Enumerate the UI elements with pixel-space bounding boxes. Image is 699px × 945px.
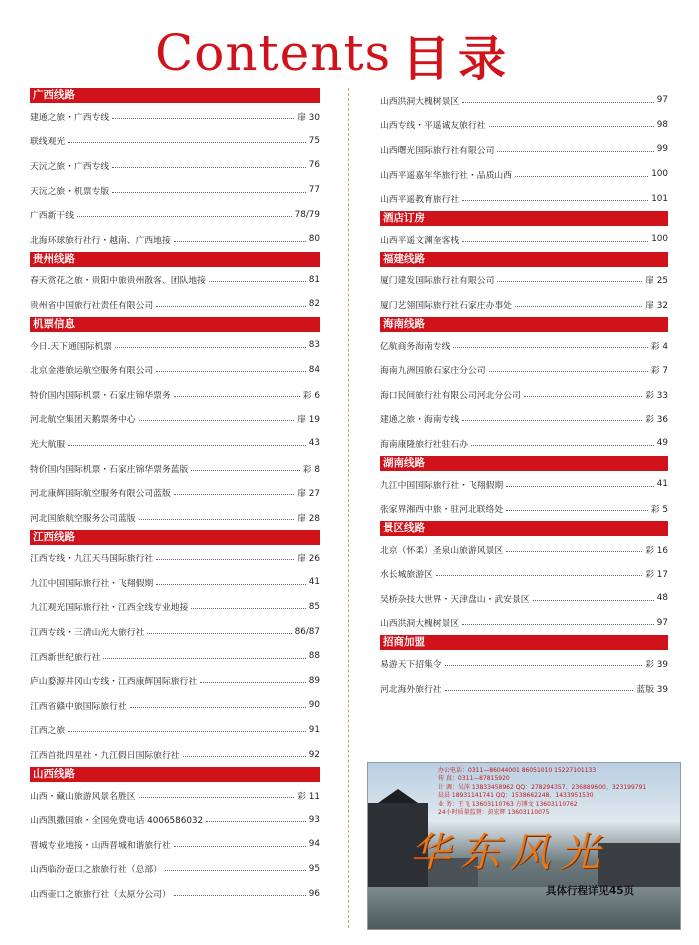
leader-dots	[112, 167, 306, 168]
leader-dots	[147, 633, 291, 634]
toc-entry[interactable]	[380, 651, 668, 676]
toc-entry[interactable]	[30, 742, 320, 767]
entry-page: 93	[308, 814, 320, 825]
entry-page: 蓝版 39	[636, 684, 668, 695]
entry-page: 80	[308, 234, 320, 245]
toc-entry[interactable]	[380, 472, 668, 497]
entry-name: 山西临汾壶口之旅旅行社（总部）	[30, 865, 162, 876]
toc-entry[interactable]	[30, 104, 320, 129]
leader-dots	[68, 445, 306, 446]
entry-name: 今日.天下通国际机票	[30, 341, 112, 352]
leader-dots	[77, 216, 292, 217]
leader-dots	[497, 151, 653, 152]
leader-dots	[497, 281, 642, 282]
entry-name: 山西洪洞大槐树景区	[380, 619, 460, 630]
entry-name: 北海环球旅行社行・越南、广西地接	[30, 235, 171, 246]
entry-name: 易游天下招集令	[380, 660, 442, 671]
toc-entry[interactable]	[30, 357, 320, 382]
leader-dots	[515, 306, 642, 307]
entry-name: 广西新干线	[30, 211, 74, 222]
entry-name: 厦门艺翎国际旅行社石家庄办事处	[380, 300, 512, 311]
contents-header	[0, 20, 699, 87]
entry-name: 特价国内国际机票・石家庄锦华票务	[30, 390, 171, 401]
toc-entry[interactable]	[380, 611, 668, 636]
advert-banner[interactable]	[367, 762, 681, 930]
toc-entry[interactable]	[30, 178, 320, 203]
toc-entry[interactable]	[380, 333, 668, 358]
toc-entry[interactable]	[380, 162, 668, 187]
entry-page: 扉 19	[297, 415, 320, 426]
leader-dots	[533, 600, 654, 601]
toc-entry[interactable]	[30, 881, 320, 906]
leader-dots	[112, 192, 306, 193]
leader-dots	[206, 821, 306, 822]
entry-name: 山西壶口之旅旅行社（太原分公司）	[30, 890, 171, 901]
leader-dots	[462, 102, 654, 103]
leader-dots	[506, 551, 642, 552]
ad-contact-line: 晨晨 18931141741 QQ：1538662248、1433951530	[438, 792, 594, 800]
entry-page: 96	[308, 888, 320, 899]
leader-dots	[191, 470, 299, 471]
entry-name: 江西新世纪旅行社	[30, 652, 101, 663]
section-header: 招商加盟	[380, 635, 668, 650]
leader-dots	[200, 682, 306, 683]
entry-name: 九江中国国际旅行社・飞翔假期	[380, 480, 504, 491]
entry-name: 河北海外旅行社	[380, 684, 442, 695]
toc-entry[interactable]	[30, 382, 320, 407]
toc-entry[interactable]	[30, 857, 320, 882]
entry-page: 97	[656, 95, 668, 106]
leader-dots	[445, 665, 643, 666]
entry-name: 海南九洲国旅石家庄分公司	[380, 366, 486, 377]
entry-page: 92	[308, 749, 320, 760]
entry-page: 84	[308, 364, 320, 375]
entry-page: 彩 7	[650, 366, 668, 377]
entry-name: 山西平遥教育旅行社	[380, 195, 460, 206]
leader-dots	[103, 658, 305, 659]
section-header: 机票信息	[30, 317, 320, 332]
leader-dots	[506, 486, 654, 487]
entry-page: 91	[308, 724, 320, 735]
entry-page: 81	[308, 274, 320, 285]
entry-page: 41	[308, 577, 320, 588]
toc-entry[interactable]	[380, 676, 668, 701]
ad-contact-info	[438, 767, 678, 817]
leader-dots	[139, 519, 295, 520]
toc-entry[interactable]	[30, 431, 320, 456]
section-header: 广西线路	[30, 88, 320, 103]
entry-page: 彩 11	[297, 791, 320, 802]
entry-name: 光大航服	[30, 439, 66, 450]
entry-name: 亿航商务海南专线	[380, 341, 451, 352]
entry-name: 江西省赣中旅国际旅行社	[30, 701, 127, 712]
entry-page: 86/87	[294, 626, 320, 637]
entry-name: 张家界湘西中旅・驻河北联络处	[380, 505, 504, 516]
entry-page: 95	[308, 863, 320, 874]
entry-name: 特价国内国际机票・石家庄锦华票务蓝版	[30, 464, 189, 475]
leader-dots	[524, 396, 642, 397]
entry-name: 天沅之旅・广西专线	[30, 161, 110, 172]
toc-entry[interactable]	[30, 268, 320, 293]
entry-page: 97	[656, 617, 668, 628]
entry-name: 九江观光国际旅行社・江西全线专业地接	[30, 603, 189, 614]
entry-page: 77	[308, 185, 320, 196]
entry-name: 江西专线・九江天马国际旅行社	[30, 554, 154, 565]
entry-page: 78/79	[294, 209, 320, 220]
leader-dots	[174, 895, 306, 896]
entry-page: 99	[656, 144, 668, 155]
entry-page: 扉 30	[297, 112, 320, 123]
entry-page: 彩 36	[645, 415, 668, 426]
page-title-en: Contents	[155, 24, 392, 82]
entry-page: 101	[651, 193, 668, 204]
toc-entry[interactable]	[380, 496, 668, 521]
entry-name: 贵州省中国旅行社责任有限公司	[30, 300, 154, 311]
leader-dots	[436, 575, 642, 576]
toc-entry[interactable]	[380, 537, 668, 562]
entry-name: 江西之旅	[30, 726, 66, 737]
toc-entry[interactable]	[30, 718, 320, 743]
toc-entry[interactable]	[380, 227, 668, 252]
entry-page: 彩 39	[645, 660, 668, 671]
toc-entry[interactable]	[380, 357, 668, 382]
leader-dots	[489, 371, 648, 372]
entry-name: 河北航空集团天鹅票务中心	[30, 415, 136, 426]
entry-page: 83	[308, 340, 320, 351]
ad-roof-shape	[378, 789, 418, 803]
entry-name: 山西凯撒国旅・全国免费电话 4006586032	[30, 816, 204, 827]
leader-dots	[183, 756, 306, 757]
section-header: 景区线路	[380, 521, 668, 536]
toc-entry[interactable]	[30, 292, 320, 317]
leader-dots	[112, 118, 294, 119]
entry-name: 海南康隆旅行社驻石办	[380, 439, 468, 450]
entry-name: 河北康辉国际航空服务有限公司蓝版	[30, 489, 171, 500]
entry-name: 河北国旅航空服务公司蓝版	[30, 513, 136, 524]
ad-brand-text: 华东风光	[410, 830, 610, 876]
leader-dots	[68, 142, 306, 143]
entry-name: 联线观光	[30, 137, 66, 148]
leader-dots	[174, 396, 300, 397]
entry-page: 彩 33	[645, 390, 668, 401]
toc-entry[interactable]	[380, 88, 668, 113]
toc-entry[interactable]	[30, 333, 320, 358]
entry-page: 100	[651, 169, 668, 180]
entry-name: 海口民间旅行社有限公司河北分公司	[380, 390, 521, 401]
toc-entry[interactable]	[380, 586, 668, 611]
entry-page: 90	[308, 700, 320, 711]
section-header: 湖南线路	[380, 456, 668, 471]
entry-page: 88	[308, 651, 320, 662]
section-header: 江西线路	[30, 530, 320, 545]
entry-page: 扉 32	[645, 300, 668, 311]
entry-page: 扉 26	[297, 554, 320, 565]
leader-dots	[515, 176, 648, 177]
toc-entry[interactable]	[380, 431, 668, 456]
entry-name: 山西洪洞大槐树景区	[380, 96, 460, 107]
entry-name: 厦门建发国际旅行社有限公司	[380, 276, 495, 287]
entry-page: 彩 17	[645, 570, 668, 581]
leader-dots	[68, 731, 306, 732]
entry-name: 晋城专业地接・山西晋城和谐旅行社	[30, 840, 171, 851]
entry-page: 94	[308, 839, 320, 850]
entry-name: 山西平遥文渊奎客栈	[380, 235, 460, 246]
entry-page: 彩 4	[650, 341, 668, 352]
entry-name: 山西平遥嘉年华旅行社・品质山西	[380, 170, 512, 181]
leader-dots	[453, 347, 647, 348]
entry-name: 江西首批四星社・九江假日国际旅行社	[30, 751, 180, 762]
leader-dots	[174, 846, 306, 847]
toc-entry[interactable]	[30, 227, 320, 252]
entry-page: 彩 8	[302, 464, 320, 475]
leader-dots	[191, 608, 305, 609]
ad-contact-line: 24小时质量监督：黄宏辉 13603110075	[438, 809, 550, 817]
toc-entry[interactable]	[30, 480, 320, 505]
entry-name: 天沅之旅・机票专版	[30, 186, 110, 197]
entry-page: 85	[308, 601, 320, 612]
entry-page: 彩 16	[645, 545, 668, 556]
toc-entry[interactable]	[30, 693, 320, 718]
entry-name: 山西・藏山旅游风景名胜区	[30, 791, 136, 802]
leader-dots	[462, 200, 648, 201]
entry-page: 75	[308, 135, 320, 146]
leader-dots	[506, 510, 648, 511]
entry-page: 49	[656, 438, 668, 449]
entry-name: 庐山婺源井冈山专线・江西康辉国际旅行社	[30, 677, 198, 688]
leader-dots	[130, 707, 306, 708]
toc-entry[interactable]	[380, 113, 668, 138]
toc-left-column	[30, 88, 320, 906]
ad-contact-line: 传 真：0311—87815920	[438, 775, 510, 783]
column-divider	[348, 88, 349, 928]
leader-dots	[174, 241, 306, 242]
entry-page: 82	[308, 299, 320, 310]
leader-dots	[156, 584, 306, 585]
toc-entry[interactable]	[30, 505, 320, 530]
toc-entry[interactable]	[30, 202, 320, 227]
toc-entry[interactable]	[380, 407, 668, 432]
toc-entry[interactable]	[380, 268, 668, 293]
entry-page: 扉 27	[297, 489, 320, 500]
entry-name: 春天赏花之旅・贵阳中旅贵州散客、团队地接	[30, 276, 206, 287]
entry-page: 48	[656, 593, 668, 604]
leader-dots	[471, 445, 654, 446]
toc-entry[interactable]	[30, 783, 320, 808]
entry-name: 水长城旅游区	[380, 570, 433, 581]
leader-dots	[156, 371, 306, 372]
leader-dots	[462, 624, 654, 625]
toc-entry[interactable]	[30, 407, 320, 432]
leader-dots	[462, 420, 642, 421]
entry-name: 北京金港旅运航空服务有限公司	[30, 366, 154, 377]
leader-dots	[115, 347, 306, 348]
entry-page: 彩 6	[302, 390, 320, 401]
entry-name: 建通之旅・广西专线	[30, 112, 110, 123]
entry-name: 北京（怀柔）圣泉山旅游风景区	[380, 545, 504, 556]
leader-dots	[174, 494, 294, 495]
toc-entry[interactable]	[30, 129, 320, 154]
toc-entry[interactable]	[30, 153, 320, 178]
section-header: 山西线路	[30, 767, 320, 782]
entry-page: 89	[308, 675, 320, 686]
leader-dots	[489, 126, 654, 127]
toc-entry[interactable]	[380, 382, 668, 407]
leader-dots	[156, 306, 306, 307]
entry-name: 山西曙光国际旅行社有限公司	[380, 145, 495, 156]
toc-entry[interactable]	[30, 807, 320, 832]
leader-dots	[156, 559, 294, 560]
entry-page: 41	[656, 479, 668, 490]
section-header: 海南线路	[380, 317, 668, 332]
entry-name: 江西专线・三清山光大旅行社	[30, 628, 145, 639]
entry-page: 76	[308, 160, 320, 171]
toc-entry[interactable]	[380, 292, 668, 317]
entry-page: 43	[308, 438, 320, 449]
toc-entry[interactable]	[380, 137, 668, 162]
toc-entry[interactable]	[30, 456, 320, 481]
toc-entry[interactable]	[30, 570, 320, 595]
entry-page: 100	[651, 234, 668, 245]
ad-contact-line: 业 务：王飞 13603110763 方博文 13603110762	[438, 800, 578, 808]
toc-right-column	[380, 88, 668, 700]
leader-dots	[445, 690, 634, 691]
toc-entry[interactable]	[30, 619, 320, 644]
section-header: 酒店订房	[380, 211, 668, 226]
entry-page: 98	[656, 119, 668, 130]
leader-dots	[209, 281, 306, 282]
toc-entry[interactable]	[30, 832, 320, 857]
leader-dots	[165, 870, 306, 871]
leader-dots	[139, 797, 295, 798]
leader-dots	[139, 420, 295, 421]
toc-entry[interactable]	[30, 644, 320, 669]
toc-entry[interactable]	[30, 668, 320, 693]
section-header: 贵州线路	[30, 252, 320, 267]
entry-page: 彩 5	[650, 505, 668, 516]
page-title-cn: 目录	[402, 31, 515, 87]
ad-contact-line: 计 调：吴萍 13833458962 QQ：278294357、236889600、323199791	[438, 783, 647, 791]
entry-page: 扉 25	[645, 276, 668, 287]
entry-name: 吴桥杂技大世界・天津盘山・武安景区	[380, 594, 530, 605]
toc-entry[interactable]	[380, 186, 668, 211]
toc-entry[interactable]	[30, 546, 320, 571]
toc-entry[interactable]	[380, 562, 668, 587]
section-header: 福建线路	[380, 252, 668, 267]
ad-itinerary-note: 具体行程详见45页	[546, 885, 635, 897]
entry-name: 山西专线・平遥诚友旅行社	[380, 121, 486, 132]
entry-name: 建通之旅・海南专线	[380, 415, 460, 426]
entry-name: 九江中国国际旅行社・飞翔假期	[30, 578, 154, 589]
entry-page: 扉 28	[297, 513, 320, 524]
leader-dots	[462, 241, 648, 242]
ad-contact-line: 办公电话：0311—86044001 86051010 15227101133	[438, 767, 597, 774]
toc-entry[interactable]	[30, 595, 320, 620]
